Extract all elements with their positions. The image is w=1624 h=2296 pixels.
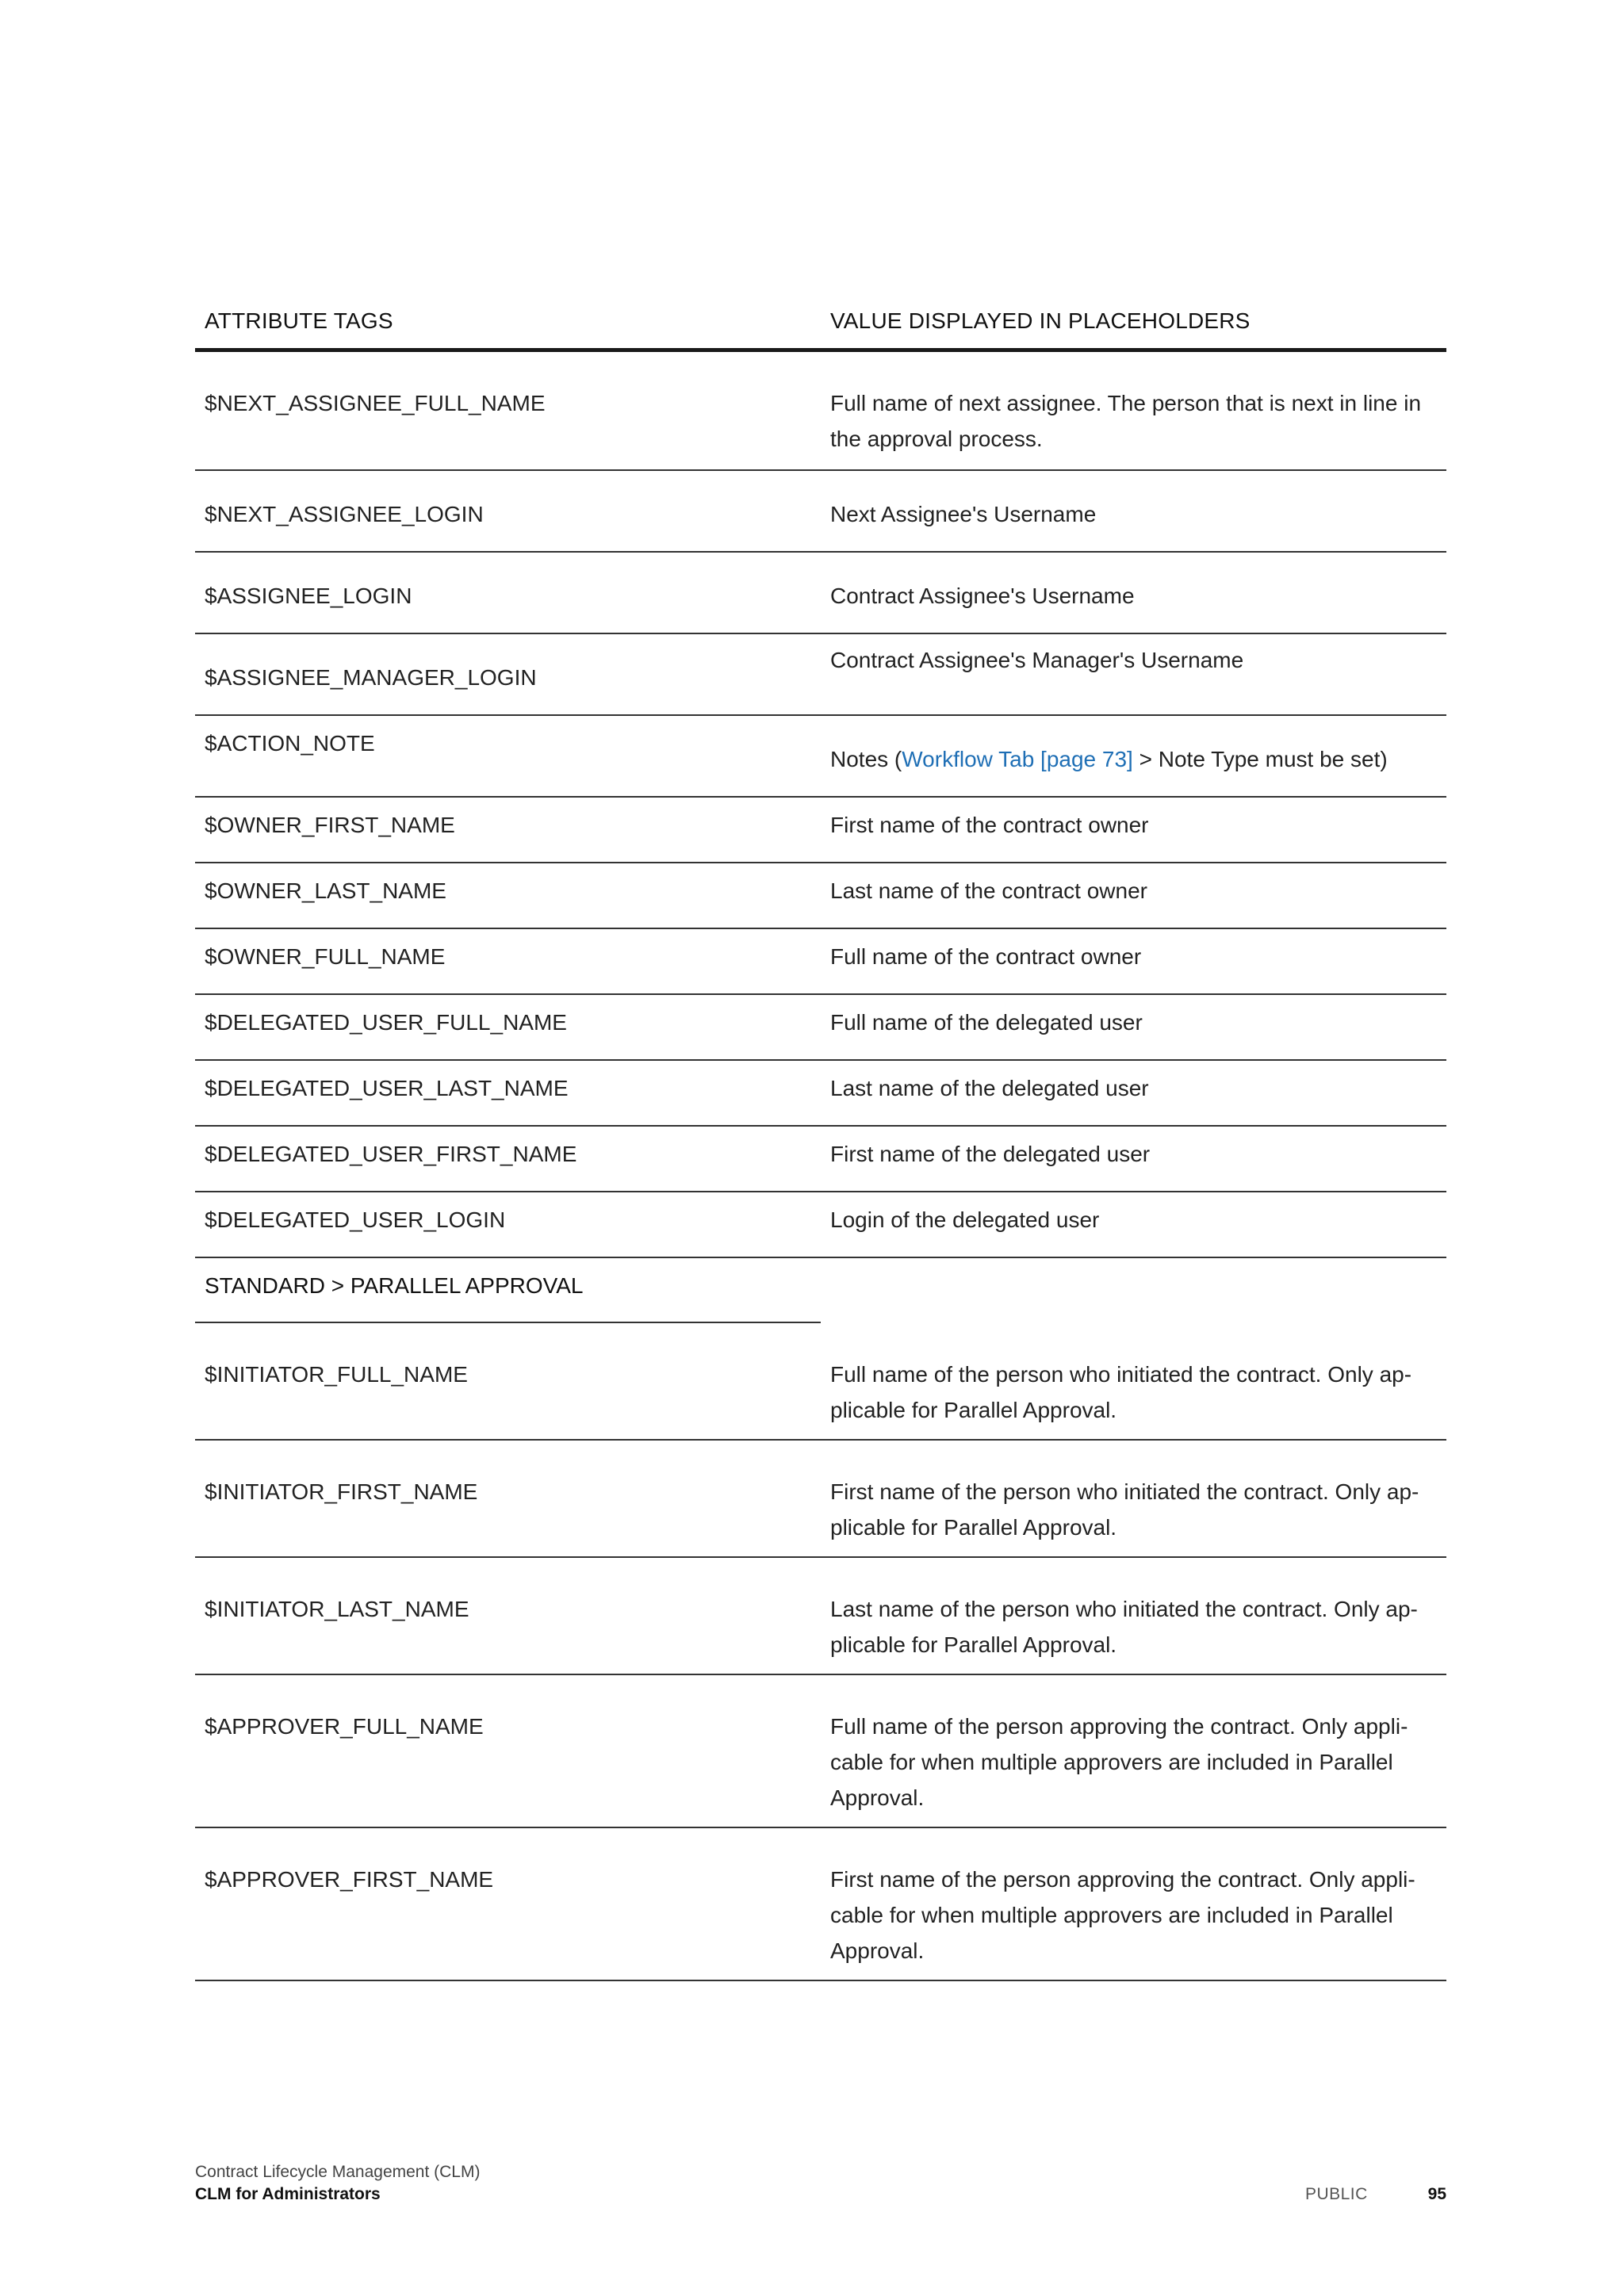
attribute-tags-table	[195, 293, 1446, 1981]
value-cell: Full name of the person approving the contract. Only applicable for when multiple approvers are included in Parallel Approval.	[830, 1714, 1408, 1810]
footer-guide-title: CLM for Administrators	[195, 2185, 381, 2203]
attribute-tag-cell: $ASSIGNEE_LOGIN	[205, 584, 412, 608]
footer-classification: PUBLIC	[1304, 2185, 1368, 2203]
section-empty-cell	[821, 1258, 1446, 1323]
attribute-tag-cell: $NEXT_ASSIGNEE_LOGIN	[205, 502, 484, 526]
table-row	[195, 1323, 1446, 1441]
table-header	[195, 293, 1446, 352]
workflow-tab-link[interactable]: Workflow Tab [page 73]	[902, 747, 1133, 771]
attribute-tag-cell: $ACTION_NOTE	[205, 731, 375, 756]
table-row	[195, 634, 1446, 716]
value-cell: Full name of the delegated user	[830, 1010, 1143, 1035]
value-cell: First name of the delegated user	[830, 1142, 1151, 1166]
value-text: Notes (	[830, 747, 902, 771]
table-row	[195, 1441, 1446, 1558]
value-cell: Full name of the person who initiated the contract. Only applicable for Parallel Approval.	[830, 1362, 1412, 1422]
table-row	[195, 1127, 1446, 1192]
value-cell: Contract Assignee's Username	[830, 584, 1135, 608]
attribute-tag-cell: $DELEGATED_USER_FIRST_NAME	[205, 1142, 577, 1166]
column-header-attribute-tags: ATTRIBUTE TAGS	[205, 308, 393, 333]
table-row	[195, 798, 1446, 863]
value-cell: Login of the delegated user	[830, 1207, 1100, 1232]
value-cell: Last name of the person who initiated the contract. Only applicable for Parallel Approval.	[830, 1597, 1418, 1657]
attribute-tag-cell: $ASSIGNEE_MANAGER_LOGIN	[205, 665, 537, 690]
table-row	[195, 1061, 1446, 1127]
attribute-tag-cell: $INITIATOR_FIRST_NAME	[205, 1479, 478, 1504]
attribute-tag-cell: $INITIATOR_LAST_NAME	[205, 1597, 469, 1621]
value-cell: Last name of the delegated user	[830, 1076, 1149, 1100]
page-number: 95	[1427, 2185, 1446, 2203]
footer-product-name: Contract Lifecycle Management (CLM)	[195, 2163, 481, 2181]
attribute-tag-cell: $DELEGATED_USER_FULL_NAME	[205, 1010, 567, 1035]
section-header-row	[195, 1258, 1446, 1323]
value-cell: Next Assignee's Username	[830, 502, 1097, 526]
value-cell: Full name of next assignee. The person that is next in line in the approval process.	[830, 391, 1422, 451]
table-row	[195, 1558, 1446, 1675]
table-row	[195, 716, 1446, 798]
attribute-tag-cell: $NEXT_ASSIGNEE_FULL_NAME	[205, 391, 546, 415]
value-cell	[821, 716, 1446, 796]
table-row	[195, 929, 1446, 995]
attribute-tag-cell: $APPROVER_FULL_NAME	[205, 1714, 484, 1739]
value-cell: Full name of the contract owner	[830, 944, 1142, 969]
value-cell: First name of the contract owner	[830, 813, 1149, 837]
attribute-tag-cell: $INITIATOR_FULL_NAME	[205, 1362, 468, 1387]
section-title: STANDARD > PARALLEL APPROVAL	[195, 1258, 821, 1323]
column-header-value-displayed: VALUE DISPLAYED IN PLACEHOLDERS	[830, 308, 1251, 333]
attribute-tag-cell: $DELEGATED_USER_LAST_NAME	[205, 1076, 569, 1100]
table-row	[195, 1828, 1446, 1981]
table-row	[195, 352, 1446, 471]
value-cell: First name of the person who initiated the contract. Only applicable for Parallel Approval.	[830, 1479, 1419, 1540]
attribute-tag-cell: $OWNER_LAST_NAME	[205, 878, 446, 903]
table-row	[195, 863, 1446, 929]
table-row	[195, 995, 1446, 1061]
value-cell: Last name of the contract owner	[830, 878, 1147, 903]
attribute-tag-cell: $OWNER_FIRST_NAME	[205, 813, 455, 837]
value-cell: Contract Assignee's Manager's Username	[830, 648, 1244, 672]
attribute-tag-cell: $OWNER_FULL_NAME	[205, 944, 446, 969]
page-footer	[195, 2161, 1446, 2209]
attribute-tag-cell: $APPROVER_FIRST_NAME	[205, 1867, 494, 1892]
table-row	[195, 1675, 1446, 1828]
value-cell: First name of the person approving the contract. Only applicable for when multiple approvers are included in Parallel Approval.	[830, 1867, 1415, 1963]
table-row	[195, 1192, 1446, 1258]
table-row	[195, 553, 1446, 634]
table-row	[195, 471, 1446, 553]
value-text: > Note Type must be set)	[1132, 747, 1388, 771]
footer-right	[1305, 2183, 1446, 2206]
attribute-tag-cell: $DELEGATED_USER_LOGIN	[205, 1207, 506, 1232]
